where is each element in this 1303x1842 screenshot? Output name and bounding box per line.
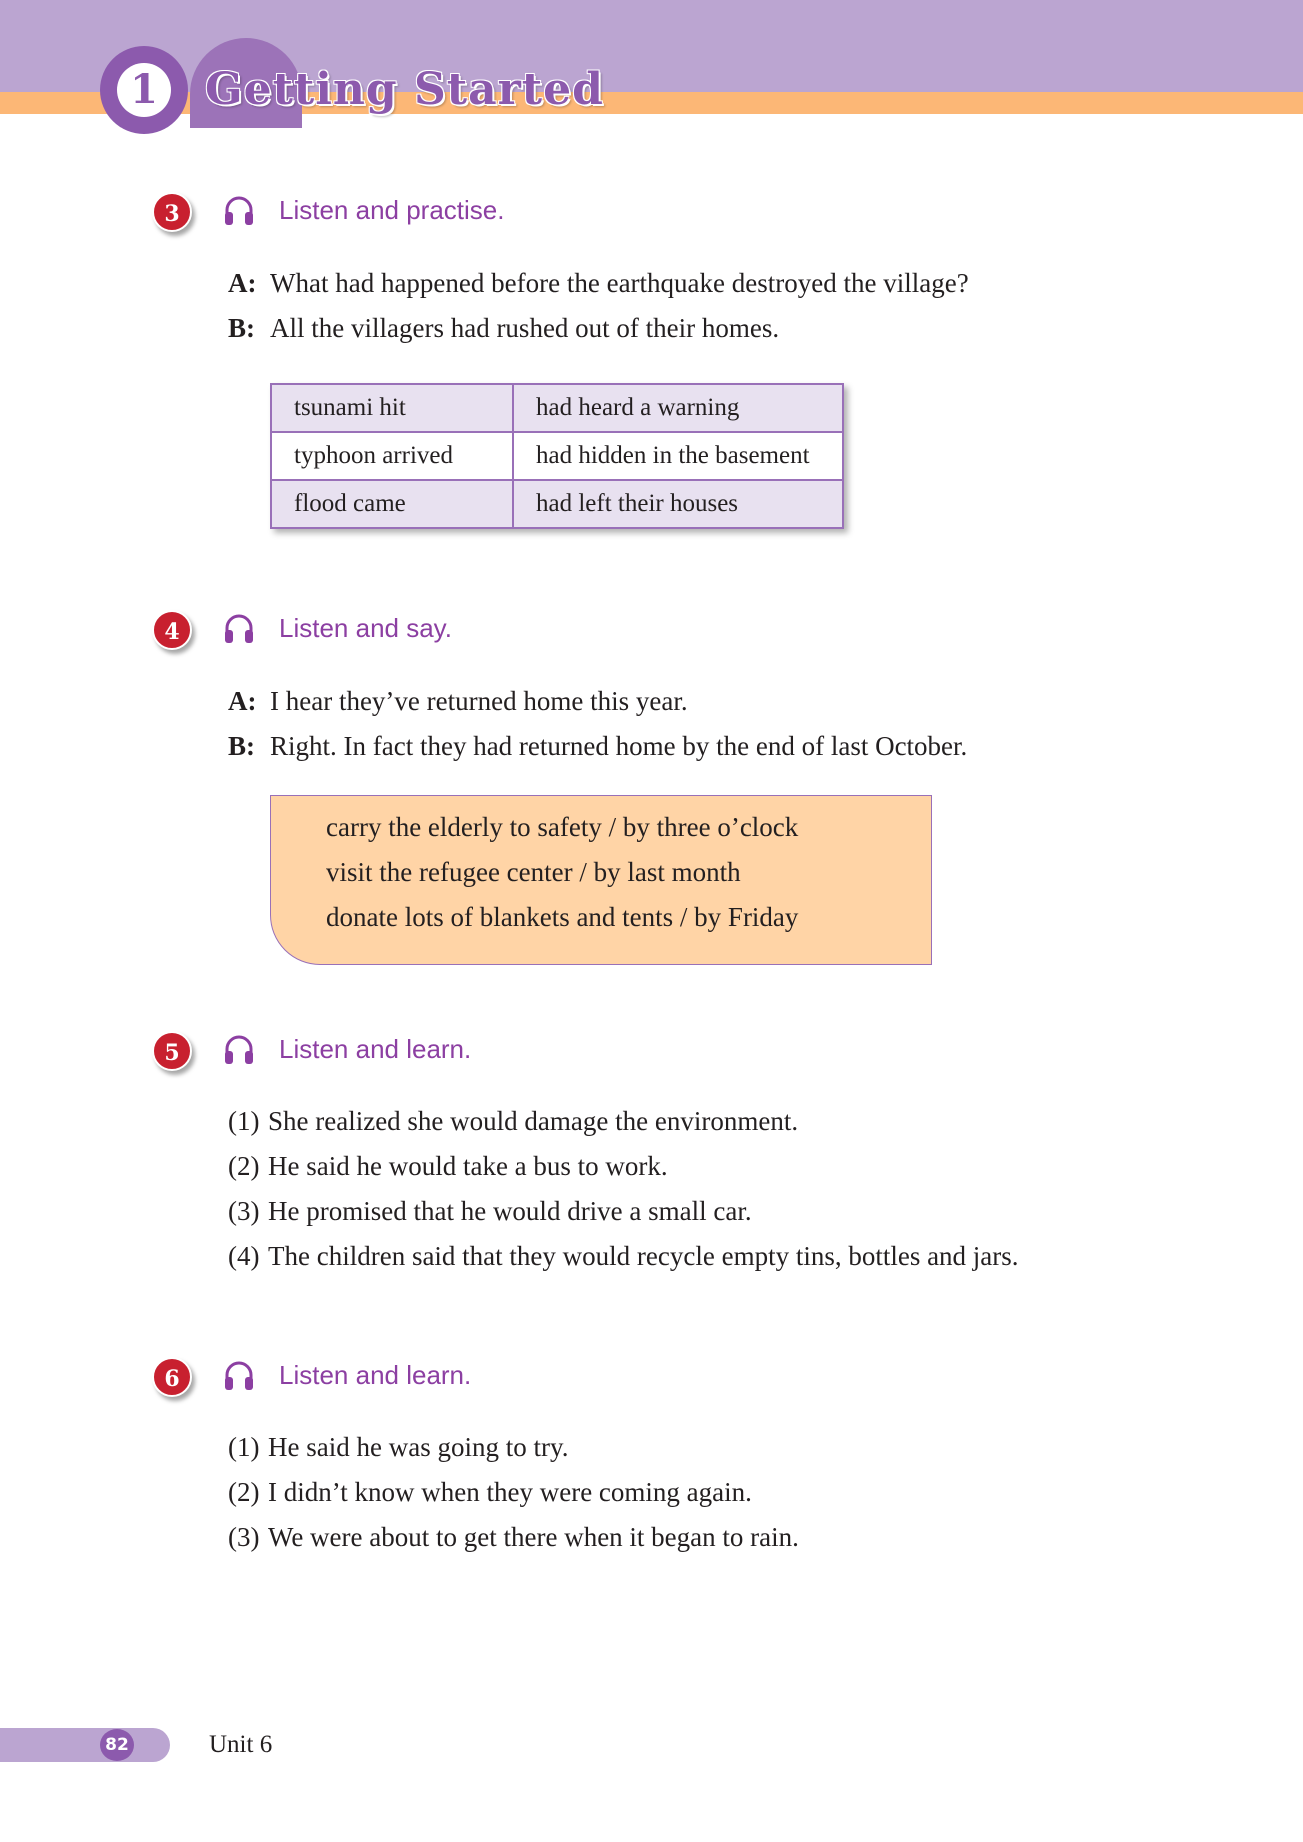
headphones-icon[interactable] bbox=[222, 1359, 256, 1393]
sentence-number: (1) bbox=[228, 1106, 260, 1136]
sentence-number: (4) bbox=[228, 1241, 260, 1271]
sentence-item bbox=[228, 1522, 799, 1553]
dialogue-line bbox=[228, 731, 967, 762]
footer-bar bbox=[0, 1728, 170, 1762]
sentence-text: The children said that they would recycle empty tins, bottles and jars. bbox=[268, 1241, 1019, 1271]
dialogue-line bbox=[228, 313, 779, 344]
speaker-label: A: bbox=[228, 686, 257, 716]
substitution-item: donate lots of blankets and tents / by Friday bbox=[326, 902, 799, 932]
table-row bbox=[271, 432, 843, 480]
table-cell: had hidden in the basement bbox=[513, 432, 843, 480]
sentence-number: (2) bbox=[228, 1151, 260, 1181]
sentence-item bbox=[228, 1196, 752, 1227]
dialogue-text: What had happened before the earthquake destroyed the village? bbox=[270, 268, 969, 298]
substitution-box bbox=[270, 795, 932, 965]
sentence-number: (3) bbox=[228, 1196, 260, 1226]
activity-number-badge: 3 bbox=[152, 192, 192, 232]
activity-instruction: Listen and practise. bbox=[279, 195, 505, 225]
substitution-table bbox=[270, 383, 844, 529]
sentence-number: (3) bbox=[228, 1522, 260, 1552]
speaker-label: B: bbox=[228, 313, 255, 343]
table-cell: typhoon arrived bbox=[271, 432, 513, 480]
dialogue-text: Right. In fact they had returned home by the end of last October. bbox=[270, 731, 968, 761]
sentence-text: He promised that he would drive a small car. bbox=[268, 1196, 752, 1226]
table-row bbox=[271, 384, 843, 432]
substitution-item: visit the refugee center / by last month bbox=[326, 857, 741, 887]
speaker-label: B: bbox=[228, 731, 255, 761]
sentence-text: I didn’t know when they were coming again. bbox=[268, 1477, 752, 1507]
sentence-text: He said he was going to try. bbox=[268, 1432, 569, 1462]
table-cell: had left their houses bbox=[513, 480, 843, 528]
unit-number: 1 bbox=[117, 63, 171, 117]
page-number: 82 bbox=[100, 1729, 134, 1761]
activity-number-badge: 5 bbox=[152, 1031, 192, 1071]
dialogue-text: All the villagers had rushed out of their homes. bbox=[270, 313, 780, 343]
unit-label: Unit 6 bbox=[209, 1731, 273, 1758]
activity-number-badge: 4 bbox=[152, 610, 192, 650]
activity-instruction: Listen and learn. bbox=[279, 1360, 472, 1390]
sentence-text: We were about to get there when it began to rain. bbox=[268, 1522, 799, 1552]
sentence-item bbox=[228, 1477, 752, 1508]
sentence-number: (1) bbox=[228, 1432, 260, 1462]
sentence-item bbox=[228, 1241, 1019, 1272]
headphones-icon[interactable] bbox=[222, 1033, 256, 1067]
sentence-item bbox=[228, 1106, 798, 1137]
activity-instruction: Listen and say. bbox=[279, 613, 452, 643]
sentence-item bbox=[228, 1151, 668, 1182]
substitution-item: carry the elderly to safety / by three o’clock bbox=[326, 812, 799, 842]
table-cell: had heard a warning bbox=[513, 384, 843, 432]
headphones-icon[interactable] bbox=[222, 194, 256, 228]
activity-number-badge: 6 bbox=[152, 1357, 192, 1397]
page-title: Getting Started bbox=[205, 64, 604, 115]
sentence-text: She realized she would damage the environment. bbox=[268, 1106, 799, 1136]
sentence-number: (2) bbox=[228, 1477, 260, 1507]
unit-number-badge bbox=[100, 46, 188, 134]
activity-instruction: Listen and learn. bbox=[279, 1034, 472, 1064]
dialogue-text: I hear they’ve returned home this year. bbox=[270, 686, 688, 716]
sentence-item bbox=[228, 1432, 568, 1463]
table-cell: flood came bbox=[271, 480, 513, 528]
table-row bbox=[271, 480, 843, 528]
dialogue-line bbox=[228, 268, 969, 299]
speaker-label: A: bbox=[228, 268, 257, 298]
dialogue-line bbox=[228, 686, 688, 717]
sentence-text: He said he would take a bus to work. bbox=[268, 1151, 668, 1181]
table-cell: tsunami hit bbox=[271, 384, 513, 432]
headphones-icon[interactable] bbox=[222, 612, 256, 646]
